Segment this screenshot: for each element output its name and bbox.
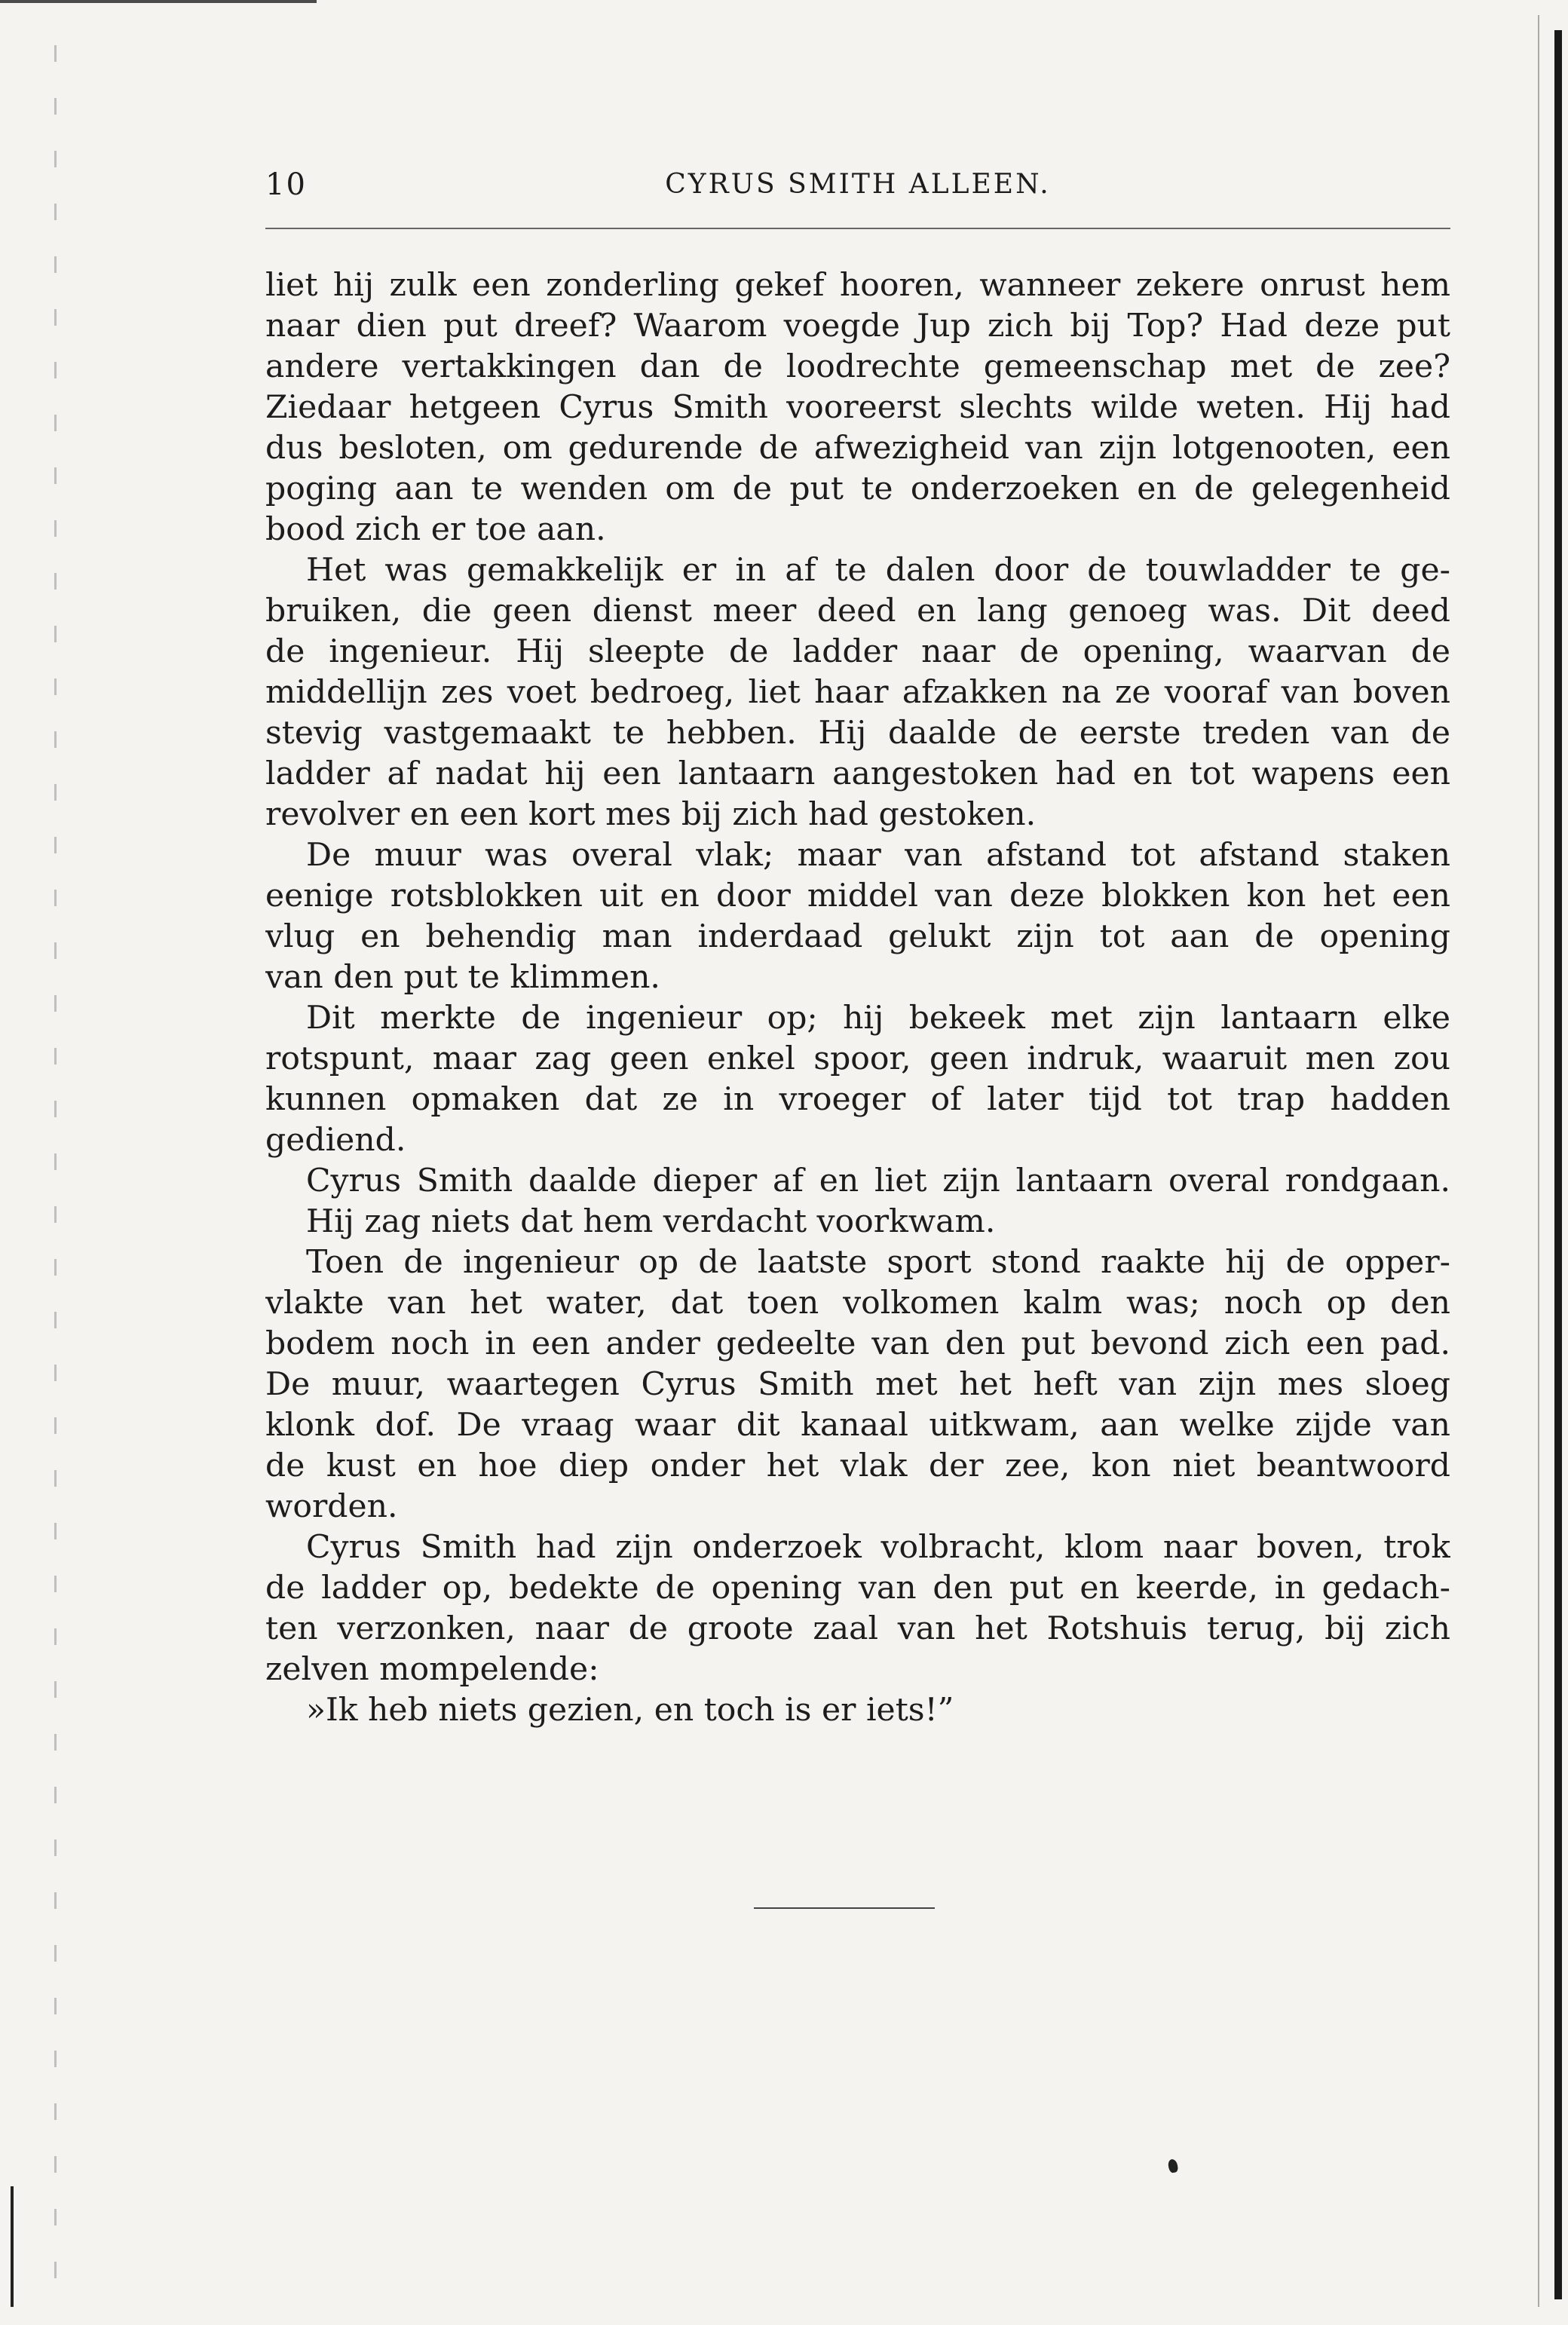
text-line: Toen de ingenieur op de laatste sport stond raakte hij de opper- — [306, 1244, 1450, 1281]
text-line: de ingenieur. Hij sleepte de ladder naar de opening, waarvan de — [265, 633, 1450, 670]
text-line: middellijn zes voet bedroeg, liet haar afzakken na ze vooraf van boven — [265, 674, 1450, 711]
scan-edge-left — [54, 45, 57, 2307]
section-end-rule — [754, 1907, 935, 1909]
text-line: worden. — [265, 1488, 398, 1525]
running-title: CYRUS SMITH ALLEEN. — [665, 169, 1051, 200]
page-number: 10 — [265, 167, 307, 202]
text-line: De muur, waartegen Cyrus Smith met het heft van zijn mes sloeg — [265, 1366, 1450, 1403]
text-line: liet hij zulk een zonderling gekef hooren, wanneer zekere onrust hem — [265, 267, 1450, 304]
text-line: bood zich er toe aan. — [265, 511, 606, 548]
page-header — [265, 167, 1450, 208]
ink-speck — [1167, 2158, 1178, 2173]
scan-edge-top — [0, 0, 317, 3]
text-line: poging aan te wenden om de put te onderzoeken en de gelegenheid — [265, 470, 1450, 507]
text-line: revolver en een kort mes bij zich had gestoken. — [265, 796, 1037, 833]
text-line: »Ik heb niets gezien, en toch is er iets!” — [306, 1692, 954, 1729]
text-line: eenige rotsblokken uit en door middel van deze blokken kon het een — [265, 878, 1450, 914]
text-line: stevig vastgemaakt te hebben. Hij daalde de eerste treden van de — [265, 715, 1450, 752]
text-line: Het was gemakkelijk er in af te dalen door de touwladder te ge- — [306, 552, 1450, 589]
text-line: rotspunt, maar zag geen enkel spoor, geen indruk, waaruit men zou — [265, 1040, 1450, 1077]
text-line: zelven mompelende: — [265, 1651, 599, 1688]
text-line: gediend. — [265, 1122, 406, 1159]
text-line: kunnen opmaken dat ze in vroeger of later tijd tot trap hadden — [265, 1081, 1450, 1118]
text-line: naar dien put dreef? Waarom voegde Jup zich bij Top? Had deze put — [265, 308, 1450, 345]
text-line: de kust en hoe diep onder het vlak der zee, kon niet beantwoord — [265, 1447, 1450, 1484]
text-line: bodem noch in een ander gedeelte van den put bevond zich een pad. — [265, 1325, 1450, 1362]
body-text — [265, 265, 1450, 1731]
text-line: Cyrus Smith had zijn onderzoek volbracht, klom naar boven, trok — [306, 1529, 1450, 1566]
text-line: Hij zag niets dat hem verdacht voorkwam. — [306, 1203, 996, 1240]
text-line: De muur was overal vlak; maar van afstand tot afstand staken — [306, 837, 1450, 874]
text-line: ten verzonken, naar de groote zaal van het Rotshuis terug, bij zich — [265, 1610, 1450, 1647]
text-line: Ziedaar hetgeen Cyrus Smith vooreerst slechts wilde weten. Hij had — [265, 389, 1450, 426]
scan-edge-right-thin — [1538, 15, 1539, 2307]
header-rule — [265, 228, 1450, 229]
scan-edge-left-bottom — [11, 2186, 14, 2307]
text-line: Dit merkte de ingenieur op; hij bekeek met zijn lantaarn elke — [306, 1000, 1450, 1037]
text-line: de ladder op, bedekte de opening van den put en keerde, in gedach- — [265, 1570, 1450, 1607]
text-line: Cyrus Smith daalde dieper af en liet zijn lantaarn overal rondgaan. — [306, 1162, 1450, 1199]
scan-edge-right — [1554, 30, 1562, 2299]
text-line: dus besloten, om gedurende de afwezigheid van zijn lotgenooten, een — [265, 430, 1450, 467]
text-line: andere vertakkingen dan de loodrechte gemeenschap met de zee? — [265, 348, 1450, 385]
text-line: van den put te klimmen. — [265, 959, 660, 996]
text-line: ladder af nadat hij een lantaarn aangestoken had en tot wapens een — [265, 755, 1450, 792]
text-line: vlakte van het water, dat toen volkomen kalm was; noch op den — [265, 1285, 1450, 1322]
text-line: klonk dof. De vraag waar dit kanaal uitkwam, aan welke zijde van — [265, 1407, 1450, 1444]
text-line: vlug en behendig man inderdaad gelukt zijn tot aan de opening — [265, 918, 1450, 955]
text-line: bruiken, die geen dienst meer deed en lang genoeg was. Dit deed — [265, 593, 1450, 629]
